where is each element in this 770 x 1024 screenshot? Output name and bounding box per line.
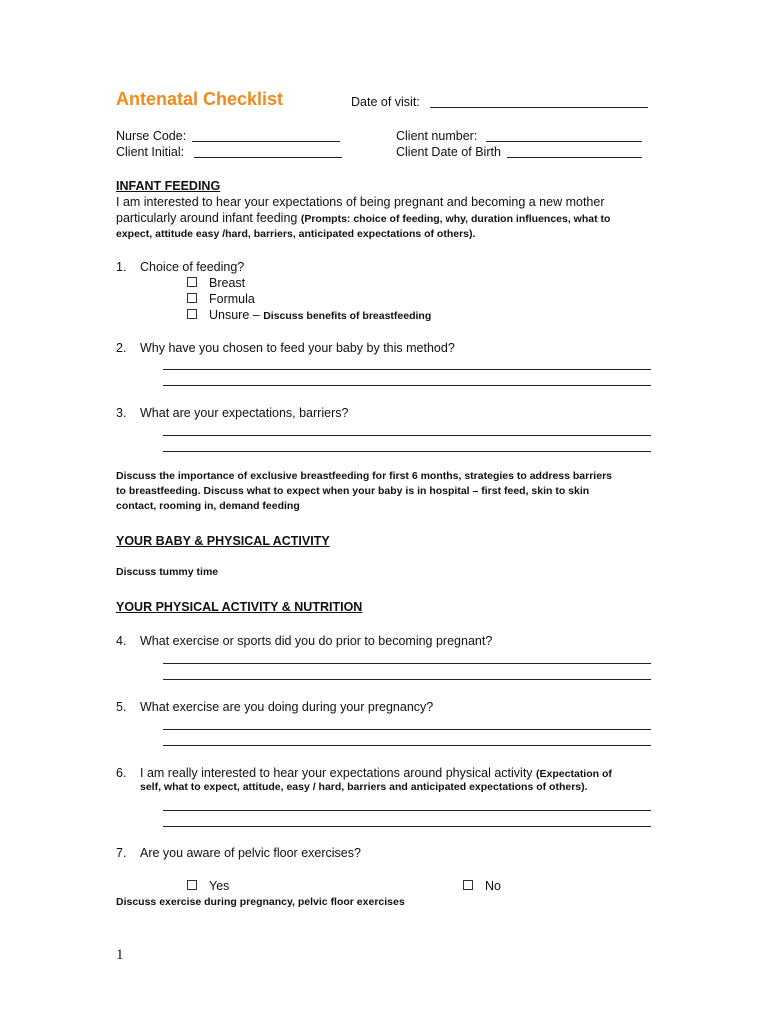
client-number-field[interactable] [486, 141, 642, 142]
client-initial-label: Client Initial: [116, 145, 185, 159]
checkbox-icon[interactable] [187, 293, 197, 303]
q5-answer-line-1[interactable] [163, 729, 651, 730]
infant-feeding-prompts-cont: expect, attitude easy /hard, barriers, anticipated expectations of others). [116, 228, 476, 240]
discuss-breastfeeding-line3: contact, rooming in, demand feeding [116, 500, 300, 512]
q7-text: Are you aware of pelvic floor exercises? [140, 846, 361, 860]
q5-number: 5. [116, 700, 127, 714]
page-title: Antenatal Checklist [116, 89, 284, 109]
q6-answer-line-2[interactable] [163, 826, 651, 827]
date-of-visit-field[interactable] [430, 107, 648, 108]
q3-text: What are your expectations, barriers? [140, 406, 349, 420]
option-breast[interactable]: Breast [187, 276, 245, 290]
option-formula[interactable]: Formula [187, 292, 255, 306]
q4-number: 4. [116, 634, 127, 648]
q2-text: Why have you chosen to feed your baby by this method? [140, 341, 455, 355]
option-yes[interactable]: Yes [187, 879, 229, 893]
q6-prompt: (Expectation of [536, 768, 612, 780]
option-unsure[interactable]: Unsure – Discuss benefits of breastfeeding [187, 308, 431, 322]
q5-text: What exercise are you doing during your pregnancy? [140, 700, 434, 714]
q2-answer-line-2[interactable] [163, 385, 651, 386]
q4-answer-line-2[interactable] [163, 679, 651, 680]
q6-answer-line-1[interactable] [163, 810, 651, 811]
baby-activity-heading: YOUR BABY & PHYSICAL ACTIVITY [116, 534, 330, 548]
q3-number: 3. [116, 406, 127, 420]
q2-number: 2. [116, 341, 127, 355]
client-dob-label: Client Date of Birth [396, 145, 501, 159]
discuss-breastfeeding-line2: to breastfeeding. Discuss what to expect when your baby is in hospital – first feed, skin to skin [116, 485, 590, 497]
nurse-code-label: Nurse Code: [116, 129, 187, 143]
q1-text: Choice of feeding? [140, 260, 245, 274]
q4-answer-line-1[interactable] [163, 663, 651, 664]
pelvic-floor-note: Discuss exercise during pregnancy, pelvic floor exercises [116, 896, 405, 908]
checkbox-icon[interactable] [187, 277, 197, 287]
client-initial-field[interactable] [194, 157, 342, 158]
q6-number: 6. [116, 766, 127, 780]
physical-nutrition-heading: YOUR PHYSICAL ACTIVITY & NUTRITION [116, 600, 363, 614]
client-dob-field[interactable] [507, 157, 642, 158]
option-no[interactable]: No [463, 879, 501, 893]
infant-feeding-intro-line1: I am interested to hear your expectations of being pregnant and becoming a new mother [116, 195, 605, 209]
checkbox-icon[interactable] [463, 880, 473, 890]
infant-feeding-prompts: (Prompts: choice of feeding, why, duration influences, what to [300, 213, 611, 225]
infant-feeding-intro-line2 [116, 211, 610, 225]
client-number-label: Client number: [396, 129, 478, 143]
infant-feeding-intro-text: particularly around infant feeding [116, 211, 301, 225]
infant-feeding-heading: INFANT FEEDING [116, 179, 221, 193]
q3-answer-line-2[interactable] [163, 451, 651, 452]
page-number: 1 [116, 947, 124, 963]
date-of-visit-label: Date of visit: [351, 95, 420, 109]
q6-line1 [140, 766, 612, 780]
nurse-code-field[interactable] [192, 141, 340, 142]
checkbox-icon[interactable] [187, 880, 197, 890]
q4-text: What exercise or sports did you do prior to becoming pregnant? [140, 634, 493, 648]
q7-number: 7. [116, 846, 127, 860]
q2-answer-line-1[interactable] [163, 369, 651, 370]
tummy-time-note: Discuss tummy time [116, 566, 219, 578]
discuss-breastfeeding-line1: Discuss the importance of exclusive breastfeeding for first 6 months, strategies to address barriers [116, 470, 612, 482]
checkbox-icon[interactable] [187, 309, 197, 319]
q6-prompt-cont: self, what to expect, attitude, easy / hard, barriers and anticipated expectations of others). [140, 781, 588, 793]
q5-answer-line-2[interactable] [163, 745, 651, 746]
unsure-note: Discuss benefits of breastfeeding [263, 310, 432, 322]
q6-text: I am really interested to hear your expectations around physical activity [140, 766, 537, 780]
q1-number: 1. [116, 260, 127, 274]
q3-answer-line-1[interactable] [163, 435, 651, 436]
